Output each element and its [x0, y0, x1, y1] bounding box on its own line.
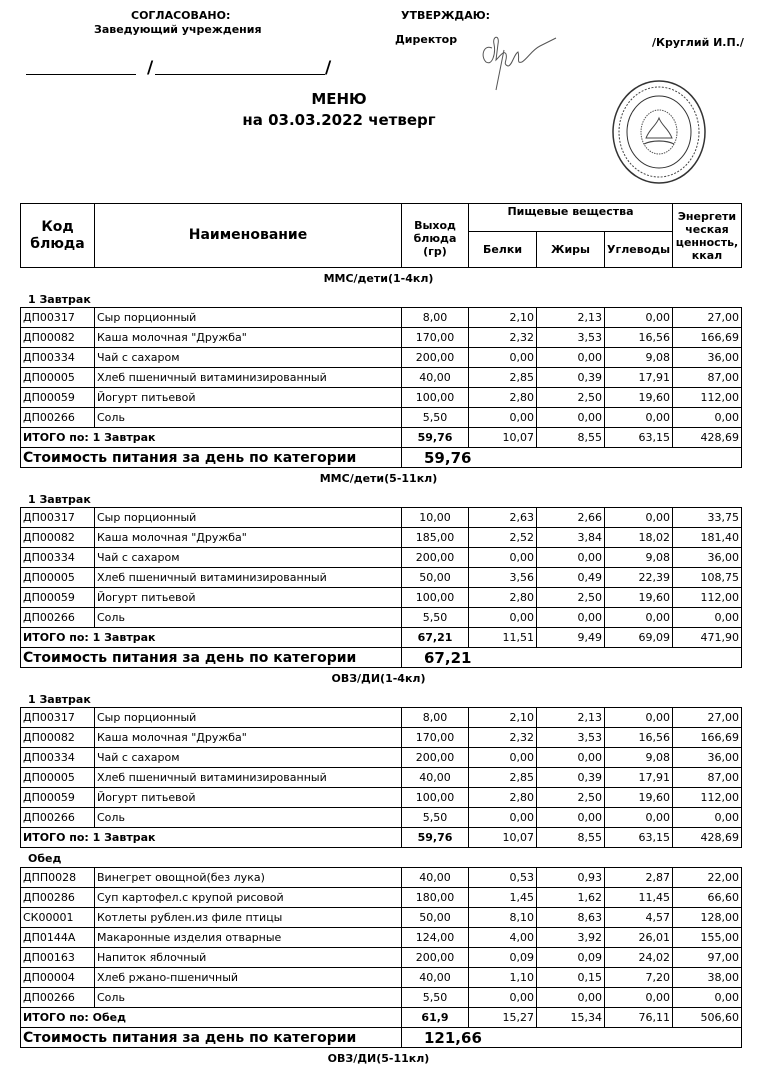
dish-fat: 8,63	[537, 908, 605, 928]
total-fat: 9,49	[537, 628, 605, 648]
dish-code: ДП0144А	[21, 928, 95, 948]
dish-energy: 0,00	[673, 408, 742, 428]
dish-protein: 2,10	[469, 708, 537, 728]
dish-energy: 22,00	[673, 868, 742, 888]
dish-carbs: 7,20	[605, 968, 673, 988]
total-label: ИТОГО по: 1 Завтрак	[21, 428, 402, 448]
category-label: ММС/дети(5-11кл)	[319, 472, 438, 485]
dish-carbs: 26,01	[605, 928, 673, 948]
dish-energy: 97,00	[673, 948, 742, 968]
dish-fat: 0,00	[537, 608, 605, 628]
dish-protein: 4,00	[469, 928, 537, 948]
dish-carbs: 0,00	[605, 308, 673, 328]
total-output: 59,76	[402, 828, 469, 848]
director-signature-icon	[478, 30, 568, 95]
approve-name: /Круглий И.П./	[652, 36, 744, 49]
dish-carbs: 17,91	[605, 768, 673, 788]
dish-protein: 8,10	[469, 908, 537, 928]
dish-carbs: 22,39	[605, 568, 673, 588]
dish-carbs: 19,60	[605, 788, 673, 808]
dish-output: 10,00	[402, 508, 469, 528]
dish-code: ДП00334	[21, 348, 95, 368]
dish-energy: 155,00	[673, 928, 742, 948]
total-carbs: 63,15	[605, 828, 673, 848]
dish-protein: 2,32	[469, 728, 537, 748]
dish-output: 50,00	[402, 568, 469, 588]
total-protein: 11,51	[469, 628, 537, 648]
dish-output: 40,00	[402, 368, 469, 388]
header-energy: Энергети ческая ценность, ккал	[673, 204, 742, 268]
dish-protein: 2,63	[469, 508, 537, 528]
dish-code: ДП00059	[21, 588, 95, 608]
dish-fat: 0,39	[537, 368, 605, 388]
cost-value: 121,66	[402, 1028, 742, 1048]
dish-protein: 0,00	[469, 408, 537, 428]
dish-protein: 0,00	[469, 548, 537, 568]
dish-name: Йогурт питьевой	[95, 588, 402, 608]
dish-carbs: 0,00	[605, 508, 673, 528]
dish-energy: 112,00	[673, 788, 742, 808]
total-row	[21, 828, 742, 848]
cost-value: 59,76	[402, 448, 742, 468]
category-label: ММС/дети(1-4кл)	[323, 272, 434, 285]
table-row	[21, 788, 742, 808]
menu-table	[20, 707, 742, 848]
dish-fat: 0,49	[537, 568, 605, 588]
table-row	[21, 708, 742, 728]
dish-name: Сыр порционный	[95, 708, 402, 728]
cost-row	[21, 448, 742, 468]
dish-energy: 33,75	[673, 508, 742, 528]
dish-code: ДП00334	[21, 748, 95, 768]
dish-fat: 2,50	[537, 588, 605, 608]
dish-code: ДП00005	[21, 568, 95, 588]
dish-output: 170,00	[402, 728, 469, 748]
dish-name: Чай с сахаром	[95, 748, 402, 768]
dish-protein: 0,00	[469, 808, 537, 828]
dish-output: 5,50	[402, 988, 469, 1008]
dish-name: Каша молочная "Дружба"	[95, 328, 402, 348]
total-energy: 428,69	[673, 428, 742, 448]
dish-name: Сыр порционный	[95, 508, 402, 528]
dish-output: 200,00	[402, 548, 469, 568]
dish-protein: 2,10	[469, 308, 537, 328]
menu-table	[20, 507, 742, 668]
agreed-label: СОГЛАСОВАНО:	[131, 9, 231, 22]
dish-fat: 0,00	[537, 748, 605, 768]
header-carbs: Углеводы	[605, 232, 673, 268]
dish-code: СК00001	[21, 908, 95, 928]
dish-protein: 2,80	[469, 588, 537, 608]
dish-fat: 0,93	[537, 868, 605, 888]
dish-energy: 36,00	[673, 348, 742, 368]
meal-label: 1 Завтрак	[28, 693, 91, 706]
dish-output: 100,00	[402, 588, 469, 608]
dish-energy: 0,00	[673, 988, 742, 1008]
dish-code: ДП00005	[21, 368, 95, 388]
dish-output: 180,00	[402, 888, 469, 908]
dish-name: Соль	[95, 808, 402, 828]
dish-name: Йогурт питьевой	[95, 788, 402, 808]
cost-label: Стоимость питания за день по категории	[21, 1028, 402, 1048]
dish-name: Котлеты рублен.из филе птицы	[95, 908, 402, 928]
dish-code: ДП00266	[21, 408, 95, 428]
cost-row	[21, 648, 742, 668]
total-label: ИТОГО по: 1 Завтрак	[21, 628, 402, 648]
dish-name: Хлеб пшеничный витаминизированный	[95, 768, 402, 788]
dish-energy: 36,00	[673, 748, 742, 768]
meal-label: 1 Завтрак	[28, 493, 91, 506]
page-title: МЕНЮ	[311, 90, 367, 108]
dish-protein: 2,80	[469, 788, 537, 808]
dish-energy: 166,69	[673, 728, 742, 748]
dish-energy: 87,00	[673, 368, 742, 388]
dish-fat: 2,66	[537, 508, 605, 528]
dish-output: 200,00	[402, 348, 469, 368]
dish-code: ДП00082	[21, 728, 95, 748]
table-row	[21, 588, 742, 608]
table-row	[21, 348, 742, 368]
dish-code: ДП00266	[21, 988, 95, 1008]
cost-row	[21, 1028, 742, 1048]
dish-fat: 3,84	[537, 528, 605, 548]
dish-protein: 0,00	[469, 348, 537, 368]
header-output: Выход блюда (гр)	[402, 204, 469, 268]
dish-energy: 38,00	[673, 968, 742, 988]
dish-energy: 112,00	[673, 388, 742, 408]
dish-code: ДП00266	[21, 808, 95, 828]
meal-label: 1 Завтрак	[28, 293, 91, 306]
dish-carbs: 0,00	[605, 408, 673, 428]
dish-carbs: 16,56	[605, 728, 673, 748]
dish-name: Чай с сахаром	[95, 348, 402, 368]
dish-code: ДП00317	[21, 508, 95, 528]
dish-energy: 112,00	[673, 588, 742, 608]
table-row	[21, 308, 742, 328]
dish-fat: 0,00	[537, 408, 605, 428]
dish-name: Винегрет овощной(без лука)	[95, 868, 402, 888]
total-row	[21, 628, 742, 648]
table-row	[21, 368, 742, 388]
dish-energy: 66,60	[673, 888, 742, 908]
table-row	[21, 508, 742, 528]
total-row	[21, 428, 742, 448]
dish-protein: 3,56	[469, 568, 537, 588]
dish-fat: 0,00	[537, 348, 605, 368]
dish-carbs: 18,02	[605, 528, 673, 548]
table-row	[21, 888, 742, 908]
dish-output: 8,00	[402, 708, 469, 728]
header-fat: Жиры	[537, 232, 605, 268]
dish-energy: 87,00	[673, 768, 742, 788]
dish-carbs: 9,08	[605, 548, 673, 568]
dish-protein: 0,00	[469, 748, 537, 768]
table-row	[21, 728, 742, 748]
dish-output: 50,00	[402, 908, 469, 928]
dish-name: Чай с сахаром	[95, 548, 402, 568]
meal-label: Обед	[28, 852, 62, 865]
table-row	[21, 548, 742, 568]
dish-name: Хлеб ржано-пшеничный	[95, 968, 402, 988]
signature-slash: /	[147, 58, 154, 78]
total-protein: 10,07	[469, 428, 537, 448]
dish-protein: 1,10	[469, 968, 537, 988]
dish-protein: 2,32	[469, 328, 537, 348]
total-carbs: 63,15	[605, 428, 673, 448]
approve-role: Директор	[395, 33, 458, 46]
dish-carbs: 11,45	[605, 888, 673, 908]
agreed-role: Заведующий учреждения	[94, 23, 262, 36]
dish-protein: 0,53	[469, 868, 537, 888]
total-fat: 8,55	[537, 828, 605, 848]
dish-code: ДП00005	[21, 768, 95, 788]
dish-code: ДП00286	[21, 888, 95, 908]
header-code: Код блюда	[21, 204, 95, 268]
signature-slash: /	[325, 58, 332, 78]
total-energy: 428,69	[673, 828, 742, 848]
dish-carbs: 0,00	[605, 808, 673, 828]
dish-energy: 166,69	[673, 328, 742, 348]
table-row	[21, 928, 742, 948]
dish-carbs: 9,08	[605, 348, 673, 368]
dish-name: Каша молочная "Дружба"	[95, 528, 402, 548]
category-label: ОВЗ/ДИ(1-4кл)	[331, 672, 426, 685]
dish-code: ДП00059	[21, 788, 95, 808]
total-fat: 15,34	[537, 1008, 605, 1028]
table-row	[21, 608, 742, 628]
dish-fat: 2,13	[537, 708, 605, 728]
dish-output: 100,00	[402, 788, 469, 808]
dish-name: Хлеб пшеничный витаминизированный	[95, 568, 402, 588]
dish-protein: 0,09	[469, 948, 537, 968]
table-row	[21, 748, 742, 768]
header-name: Наименование	[95, 204, 402, 268]
dish-fat: 1,62	[537, 888, 605, 908]
table-row	[21, 868, 742, 888]
dish-carbs: 24,02	[605, 948, 673, 968]
total-protein: 15,27	[469, 1008, 537, 1028]
dish-code: ДП00082	[21, 528, 95, 548]
dish-code: ДП00266	[21, 608, 95, 628]
dish-fat: 0,00	[537, 548, 605, 568]
dish-output: 200,00	[402, 748, 469, 768]
dish-protein: 0,00	[469, 988, 537, 1008]
dish-output: 5,50	[402, 408, 469, 428]
menu-table	[20, 867, 742, 1048]
dish-output: 185,00	[402, 528, 469, 548]
agreed-name-line	[155, 74, 325, 75]
dish-fat: 0,00	[537, 808, 605, 828]
dish-protein: 2,52	[469, 528, 537, 548]
total-output: 59,76	[402, 428, 469, 448]
total-output: 61,9	[402, 1008, 469, 1028]
cost-value: 67,21	[402, 648, 742, 668]
dish-name: Хлеб пшеничный витаминизированный	[95, 368, 402, 388]
dish-protein: 2,85	[469, 768, 537, 788]
table-row	[21, 568, 742, 588]
dish-carbs: 0,00	[605, 988, 673, 1008]
dish-code: ДПП0028	[21, 868, 95, 888]
dish-carbs: 17,91	[605, 368, 673, 388]
table-row	[21, 988, 742, 1008]
dish-carbs: 19,60	[605, 388, 673, 408]
cost-label: Стоимость питания за день по категории	[21, 448, 402, 468]
dish-energy: 27,00	[673, 308, 742, 328]
dish-carbs: 16,56	[605, 328, 673, 348]
dish-carbs: 4,57	[605, 908, 673, 928]
dish-carbs: 0,00	[605, 608, 673, 628]
dish-energy: 0,00	[673, 608, 742, 628]
dish-code: ДП00317	[21, 308, 95, 328]
total-energy: 506,60	[673, 1008, 742, 1028]
dish-carbs: 19,60	[605, 588, 673, 608]
dish-output: 5,50	[402, 808, 469, 828]
table-row	[21, 948, 742, 968]
dish-name: Йогурт питьевой	[95, 388, 402, 408]
dish-name: Соль	[95, 608, 402, 628]
dish-code: ДП00317	[21, 708, 95, 728]
table-row	[21, 768, 742, 788]
total-label: ИТОГО по: Обед	[21, 1008, 402, 1028]
dish-name: Макаронные изделия отварные	[95, 928, 402, 948]
table-row	[21, 328, 742, 348]
dish-fat: 2,50	[537, 788, 605, 808]
dish-carbs: 0,00	[605, 708, 673, 728]
dish-name: Соль	[95, 408, 402, 428]
dish-name: Суп картофел.с крупой рисовой	[95, 888, 402, 908]
dish-fat: 2,50	[537, 388, 605, 408]
dish-fat: 0,09	[537, 948, 605, 968]
dish-name: Сыр порционный	[95, 308, 402, 328]
dish-energy: 108,75	[673, 568, 742, 588]
dish-protein: 2,80	[469, 388, 537, 408]
dish-energy: 128,00	[673, 908, 742, 928]
dish-fat: 2,13	[537, 308, 605, 328]
dish-output: 40,00	[402, 968, 469, 988]
table-row	[21, 908, 742, 928]
category-label: ОВЗ/ДИ(5-11кл)	[327, 1052, 430, 1065]
table-row	[21, 528, 742, 548]
dish-output: 40,00	[402, 768, 469, 788]
dish-fat: 0,15	[537, 968, 605, 988]
table-row	[21, 388, 742, 408]
dish-output: 124,00	[402, 928, 469, 948]
dish-protein: 1,45	[469, 888, 537, 908]
dish-carbs: 9,08	[605, 748, 673, 768]
approve-label: УТВЕРЖДАЮ:	[401, 9, 491, 22]
cost-label: Стоимость питания за день по категории	[21, 648, 402, 668]
dish-code: ДП00004	[21, 968, 95, 988]
dish-code: ДП00163	[21, 948, 95, 968]
dish-name: Напиток яблочный	[95, 948, 402, 968]
dish-output: 100,00	[402, 388, 469, 408]
dish-protein: 0,00	[469, 608, 537, 628]
table-header	[20, 203, 742, 268]
total-protein: 10,07	[469, 828, 537, 848]
page-subtitle: на 03.03.2022 четверг	[242, 111, 436, 129]
total-row	[21, 1008, 742, 1028]
dish-fat: 3,53	[537, 728, 605, 748]
dish-protein: 2,85	[469, 368, 537, 388]
table-row	[21, 408, 742, 428]
total-energy: 471,90	[673, 628, 742, 648]
dish-carbs: 2,87	[605, 868, 673, 888]
total-fat: 8,55	[537, 428, 605, 448]
menu-table	[20, 307, 742, 468]
dish-code: ДП00082	[21, 328, 95, 348]
dish-fat: 3,92	[537, 928, 605, 948]
dish-output: 8,00	[402, 308, 469, 328]
header-nutrients: Пищевые вещества	[469, 204, 673, 232]
total-carbs: 76,11	[605, 1008, 673, 1028]
agreed-signature-line	[26, 74, 136, 75]
dish-energy: 181,40	[673, 528, 742, 548]
dish-output: 200,00	[402, 948, 469, 968]
total-output: 67,21	[402, 628, 469, 648]
dish-energy: 27,00	[673, 708, 742, 728]
table-row	[21, 968, 742, 988]
dish-name: Соль	[95, 988, 402, 1008]
table-row	[21, 808, 742, 828]
dish-energy: 0,00	[673, 808, 742, 828]
dish-fat: 3,53	[537, 328, 605, 348]
dish-energy: 36,00	[673, 548, 742, 568]
total-carbs: 69,09	[605, 628, 673, 648]
header-protein: Белки	[469, 232, 537, 268]
dish-name: Каша молочная "Дружба"	[95, 728, 402, 748]
dish-output: 5,50	[402, 608, 469, 628]
dish-output: 170,00	[402, 328, 469, 348]
dish-output: 40,00	[402, 868, 469, 888]
dish-code: ДП00334	[21, 548, 95, 568]
dish-code: ДП00059	[21, 388, 95, 408]
dish-fat: 0,39	[537, 768, 605, 788]
total-label: ИТОГО по: 1 Завтрак	[21, 828, 402, 848]
dish-fat: 0,00	[537, 988, 605, 1008]
